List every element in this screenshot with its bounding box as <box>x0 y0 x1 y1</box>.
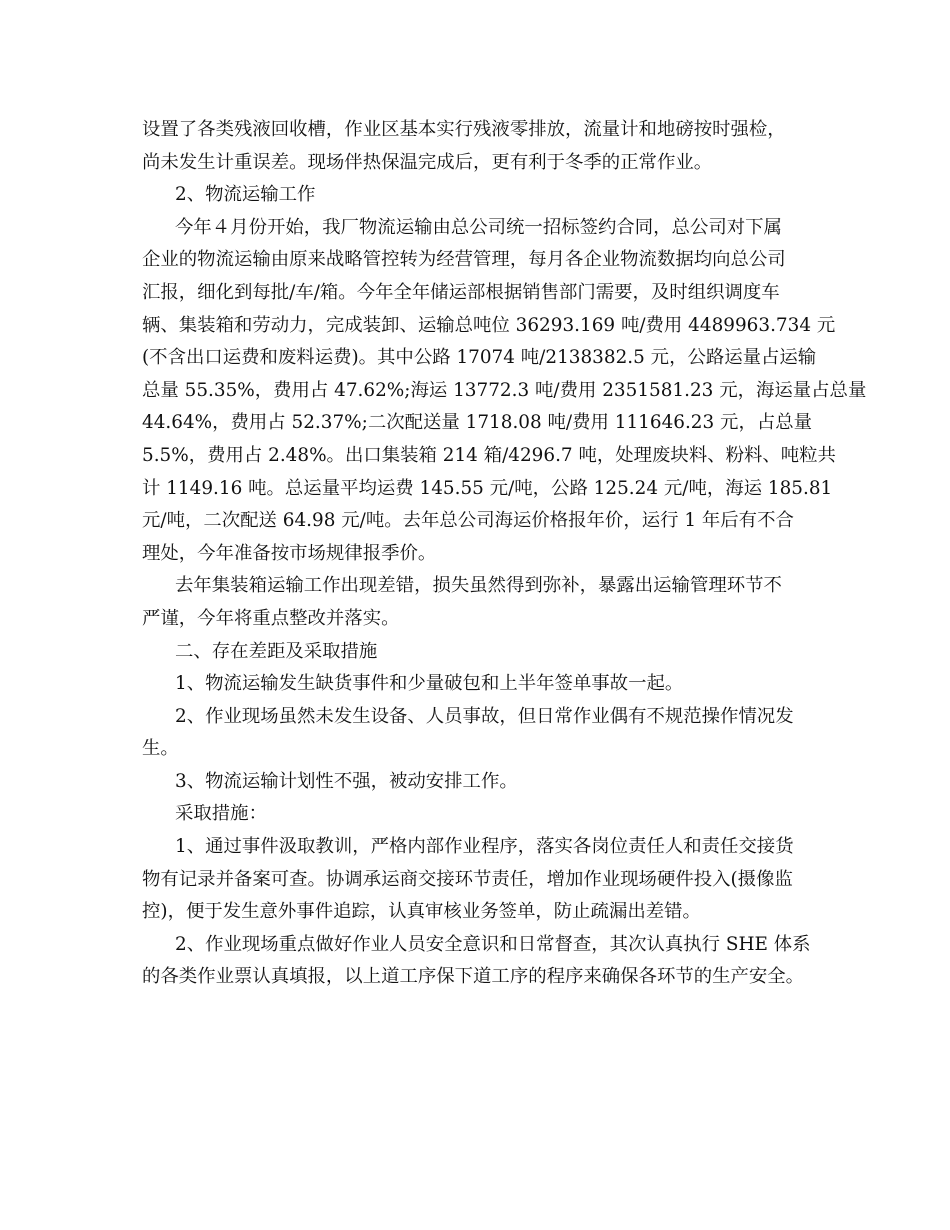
text-line: 理处，今年准备按市场规律报季价。 <box>142 542 437 564</box>
section-heading: 2、物流运输工作 <box>175 184 316 206</box>
text-line: 控)，便于发生意外事件追踪，认真审核业务签单，防止疏漏出差错。 <box>142 901 701 923</box>
list-item: 1、物流运输发生缺货事件和少量破包和上半年签单事故一起。 <box>175 673 684 695</box>
list-item: 2、作业现场虽然未发生设备、人员事故，但日常作业偶有不规范操作情况发 <box>175 705 794 727</box>
list-item: 2、作业现场重点做好作业人员安全意识和日常督查，其次认真执行 SHE 体系 <box>175 933 811 955</box>
text-line: 元/吨，二次配送 64.98 元/吨。去年总公司海运价格报年价，运行 1 年后有不合 <box>142 510 794 532</box>
document-body <box>142 114 867 994</box>
text-line: 去年集装箱运输工作出现差错，损失虽然得到弥补，暴露出运输管理环节不 <box>175 575 782 597</box>
text-line: 尚未发生计重误差。现场伴热保温完成后，更有利于冬季的正常作业。 <box>142 151 713 173</box>
section-heading: 采取措施： <box>175 803 267 825</box>
section-heading: 二、存在差距及采取措施 <box>175 640 378 662</box>
text-line: 生。 <box>142 738 179 760</box>
text-line: 辆、集装箱和劳动力，完成装卸、运输总吨位 36293.169 吨/费用 4489963.734 元 <box>142 314 836 336</box>
text-line: 今年４月份开始，我厂物流运输由总公司统一招标签约合同，总公司对下属 <box>175 216 782 238</box>
list-item: 1、通过事件汲取教训，严格内部作业程序，落实各岗位责任人和责任交接货 <box>175 836 794 858</box>
text-line: 物有记录并备案可查。协调承运商交接环节责任，增加作业现场硬件投入(摄像监 <box>142 868 793 890</box>
text-line: 总量 55.35%，费用占 47.62%;海运 13772.3 吨/费用 2351581.23 元，海运量占总量 <box>142 379 867 401</box>
text-line: 计 1149.16 吨。总运量平均运费 145.55 元/吨，公路 125.24 元/吨，海运 185.81 <box>142 477 833 499</box>
text-line: 的各类作业票认真填报，以上道工序保下道工序的程序来确保各环节的生产安全。 <box>142 966 805 988</box>
text-line: 5.5%，费用占 2.48%。出口集装箱 214 箱/4296.7 吨，处理废块料、粉料、吨粒共 <box>142 444 836 466</box>
text-line: 汇报，细化到每批/车/箱。今年全年储运部根据销售部门需要，及时组织调度车 <box>142 281 780 303</box>
text-line: 44.64%，费用占 52.37%;二次配送量 1718.08 吨/费用 111646.23 元，占总量 <box>142 412 813 434</box>
text-line: 企业的物流运输由原来战略管控转为经营管理，每月各企业物流数据均向总公司 <box>142 249 786 271</box>
text-line: 严谨，今年将重点整改并落实。 <box>142 607 400 629</box>
list-item: 3、物流运输计划性不强，被动安排工作。 <box>175 770 518 792</box>
text-line: 设置了各类残液回收槽，作业区基本实行残液零排放，流量计和地磅按时强检， <box>142 119 786 140</box>
text-line: (不含出口运费和废料运费)。其中公路 17074 吨/2138382.5 元，公路运量占运输 <box>142 347 817 369</box>
